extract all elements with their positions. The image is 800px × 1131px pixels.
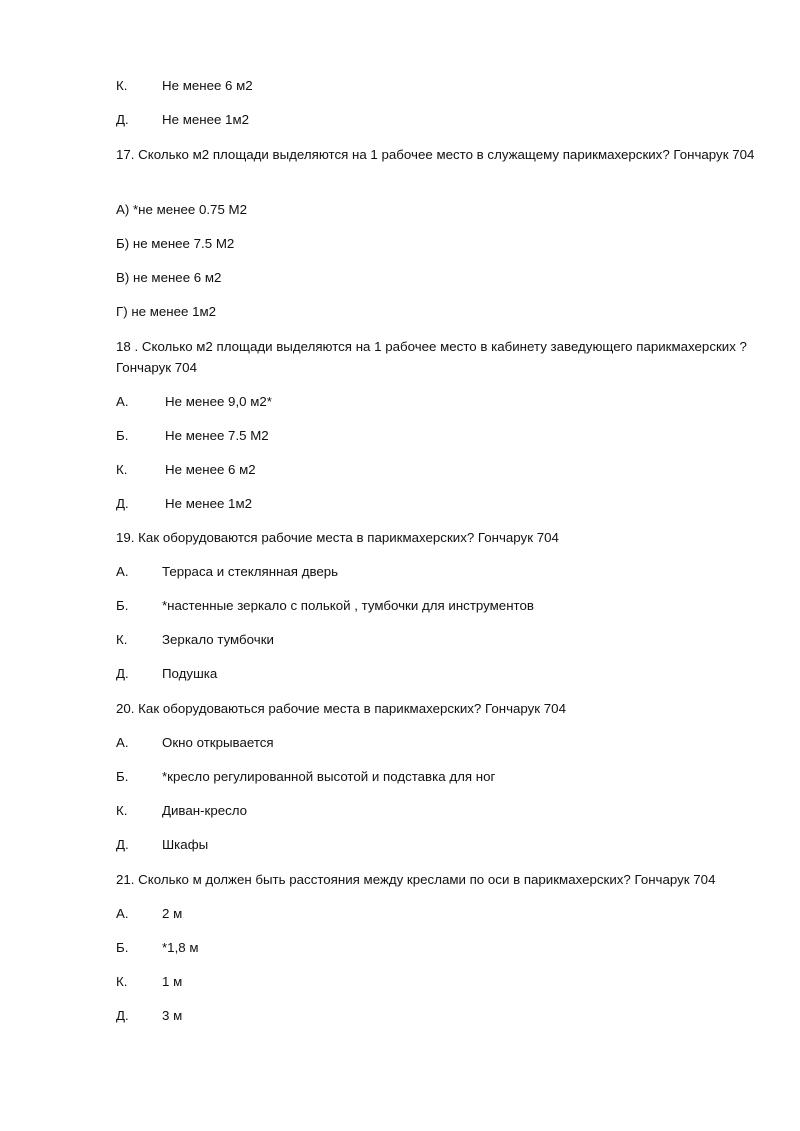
option-marker: А. [116, 394, 129, 409]
option-marker: К. [116, 632, 128, 647]
option-marker: К. [116, 78, 128, 93]
option-marker: Д. [116, 837, 129, 852]
question-text: 21. Сколько м должен быть расстояния между креслами по оси в парикмахерских? Гончарук 704 [116, 872, 716, 887]
question-text: 18 . Сколько м2 площади выделяются на 1 рабочее место в кабинету заведующего парикмахерских ? Гончарук 704 [116, 339, 747, 375]
option-text: Подушка [162, 666, 218, 681]
option-text: В) не менее 6 м2 [116, 270, 222, 285]
option-text: Б) не менее 7.5 М2 [116, 236, 235, 251]
option-text: *1,8 м [162, 940, 199, 955]
option-text: Не менее 6 м2 [165, 462, 256, 477]
question-text: 20. Как оборудоваються рабочие места в парикмахерских? Гончарук 704 [116, 701, 566, 716]
option-text: Не менее 7.5 М2 [165, 428, 269, 443]
question-text: 19. Как оборудоваются рабочие места в парикмахерских? Гончарук 704 [116, 530, 559, 545]
option-text: Зеркало тумбочки [162, 632, 274, 647]
option-marker: Д. [116, 666, 129, 681]
option-marker: Б. [116, 598, 129, 613]
option-marker: А. [116, 906, 129, 921]
option-marker: Б. [116, 769, 129, 784]
option-text: 1 м [162, 974, 183, 989]
option-marker: А. [116, 564, 129, 579]
option-marker: Д. [116, 112, 129, 127]
option-row [116, 199, 247, 220]
option-row [116, 233, 234, 254]
option-text: Не менее 1м2 [162, 112, 249, 127]
option-text: *настенные зеркало с полькой , тумбочки для инструментов [162, 598, 534, 613]
option-text: Терраса и стеклянная дверь [162, 564, 339, 579]
option-row [116, 301, 216, 322]
option-marker: Б. [116, 428, 129, 443]
option-marker: Д. [116, 496, 129, 511]
option-text: Г) не менее 1м2 [116, 304, 217, 319]
question-text: 17. Сколько м2 площади выделяются на 1 рабочее место в служащему парикмахерских? Гончарук 704 [116, 147, 755, 162]
option-text: Не менее 9,0 м2* [165, 394, 272, 409]
option-text: *кресло регулированной высотой и подставка для ног [162, 769, 496, 784]
option-marker: К. [116, 803, 128, 818]
option-marker: К. [116, 462, 128, 477]
option-text: Шкафы [162, 837, 209, 852]
option-text: 2 м [162, 906, 183, 921]
option-marker: Д. [116, 1008, 129, 1023]
option-text: А) *не менее 0.75 М2 [116, 202, 248, 217]
option-marker: Б. [116, 940, 129, 955]
option-marker: А. [116, 735, 129, 750]
option-text: Диван-кресло [162, 803, 248, 818]
option-text: Не менее 6 м2 [162, 78, 253, 93]
option-text: Не менее 1м2 [165, 496, 252, 511]
option-text: 3 м [162, 1008, 183, 1023]
option-text: Окно открывается [162, 735, 274, 750]
option-row [116, 267, 221, 288]
option-marker: К. [116, 974, 128, 989]
